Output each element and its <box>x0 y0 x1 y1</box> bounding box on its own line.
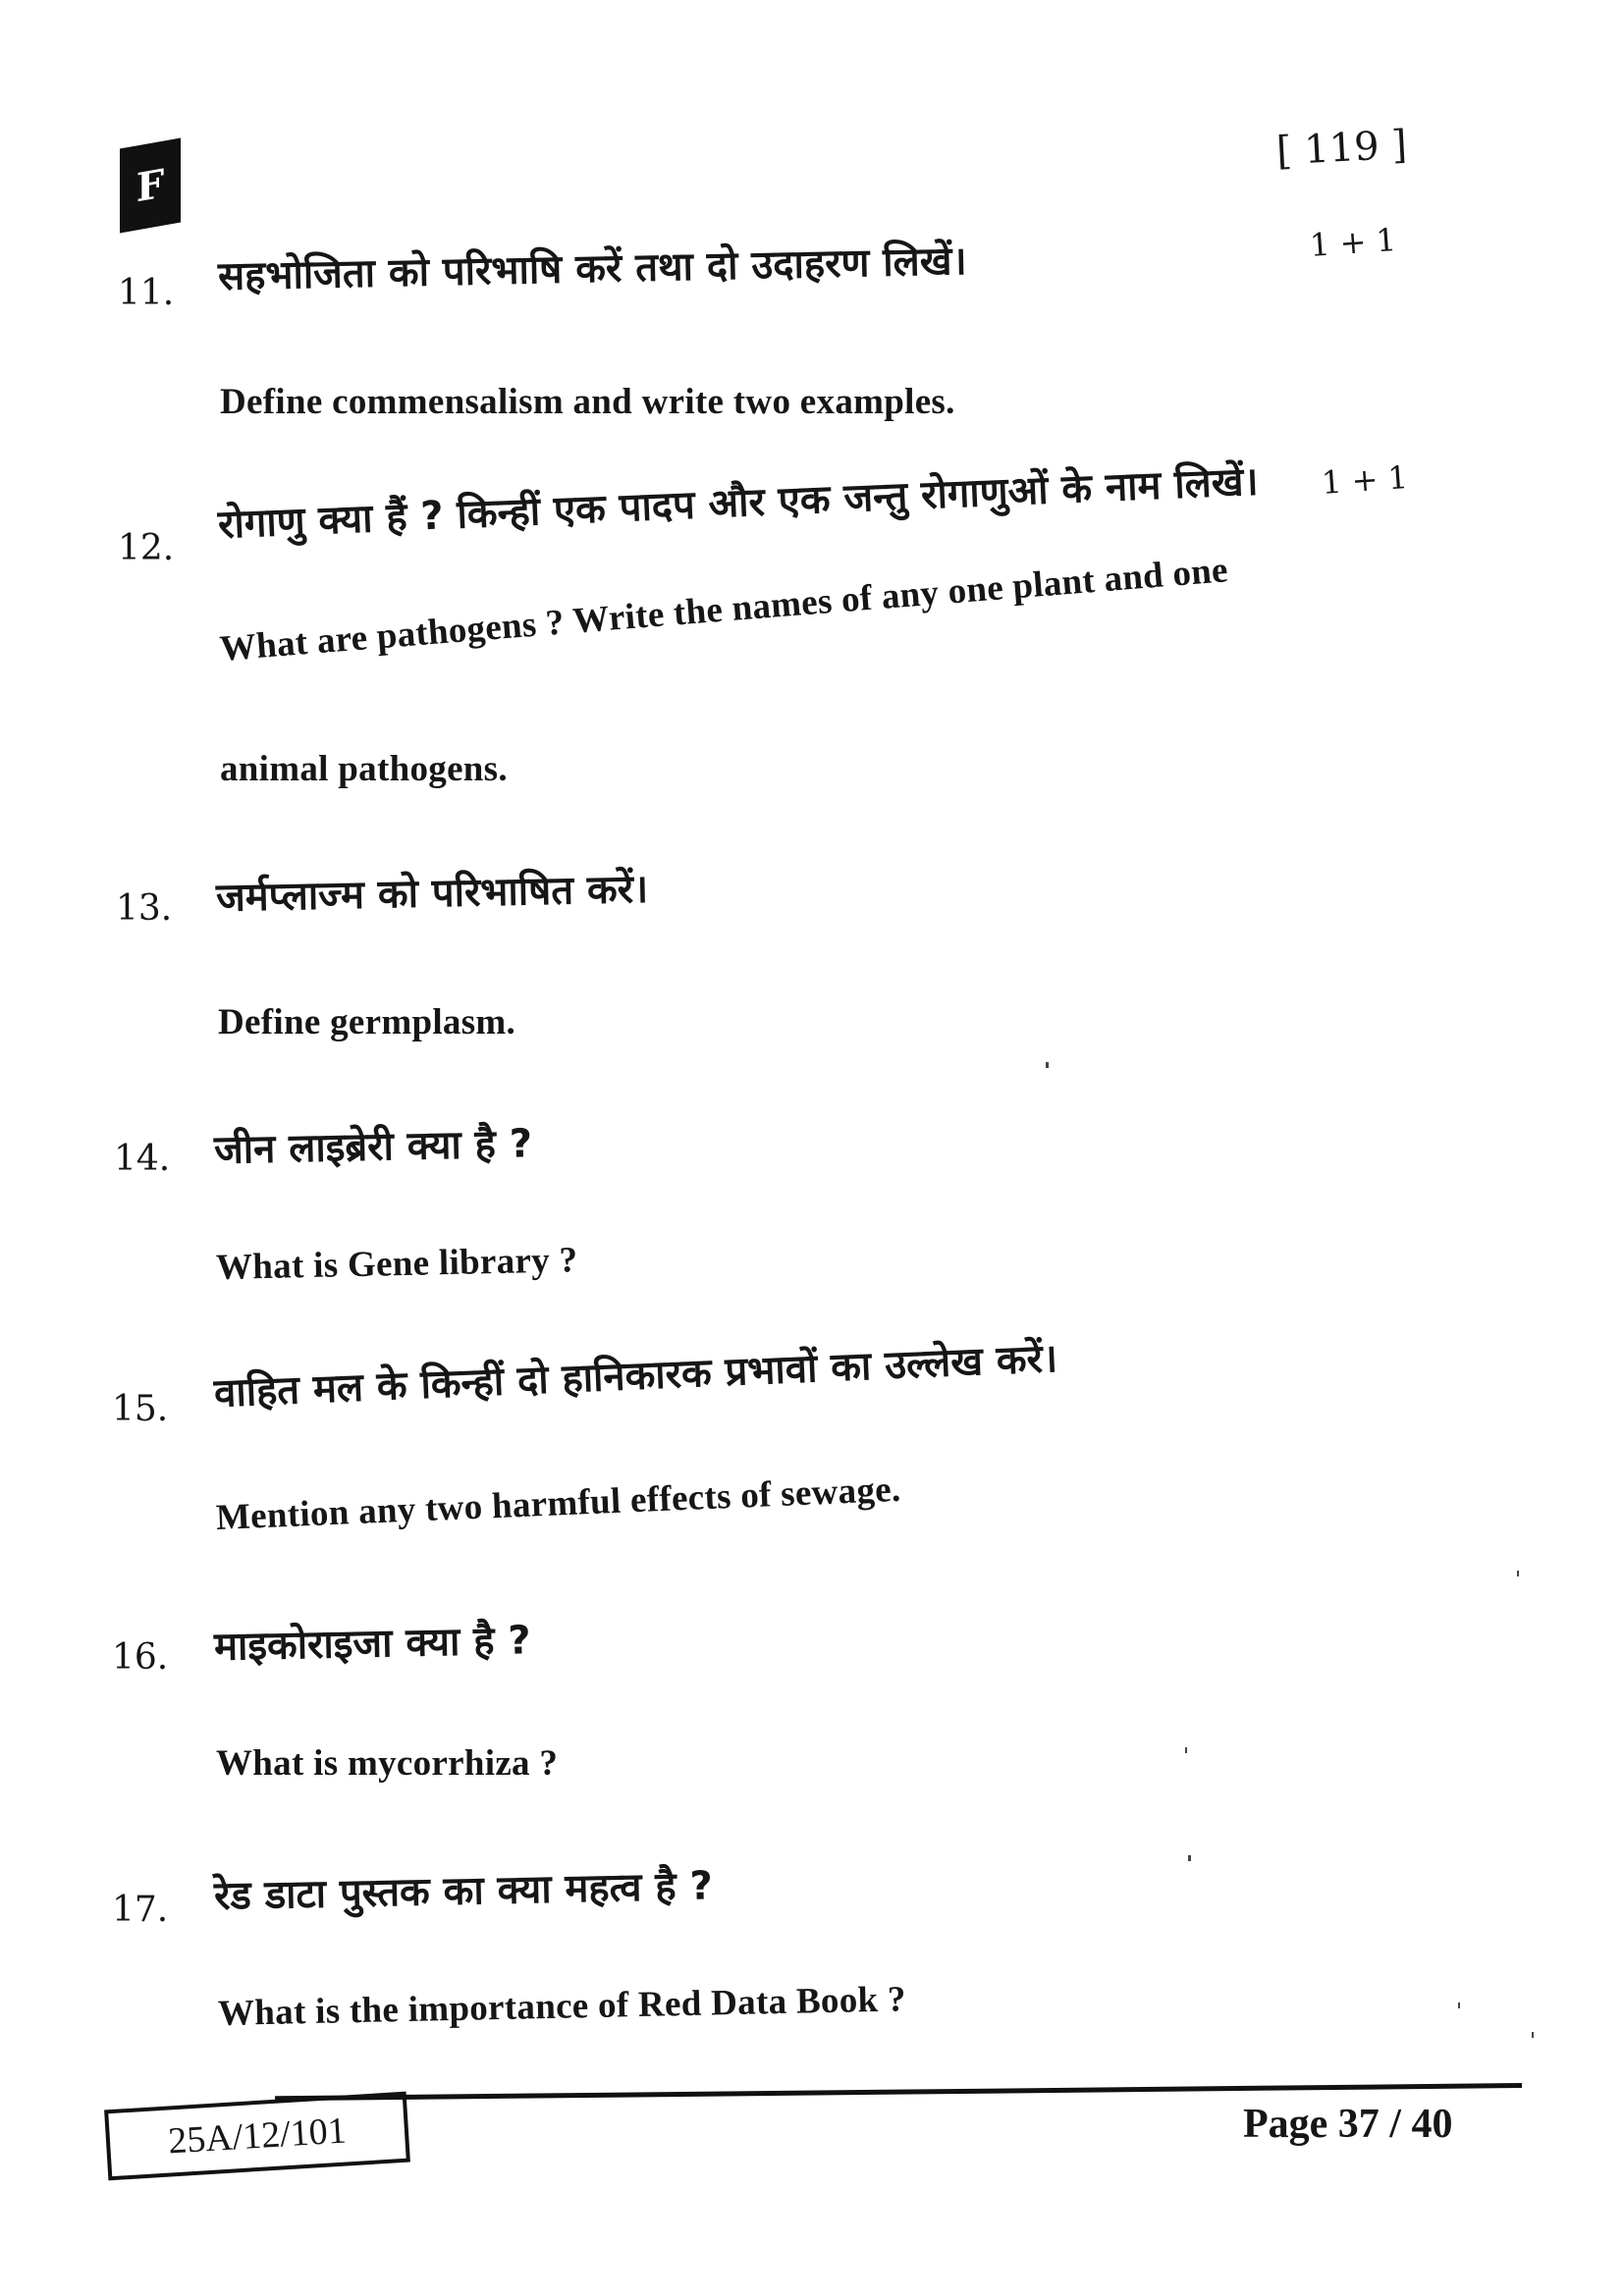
set-label: F <box>135 159 165 212</box>
question-english: What is mycorrhiza ? <box>216 1743 559 1784</box>
scan-speck <box>1532 2032 1534 2038</box>
question-number: 17. <box>112 1890 169 1930</box>
question-hindi: वाहित मल के किन्हीं दो हानिकारक प्रभावों का उल्लेख करें। <box>213 1336 1058 1416</box>
question-hindi: जर्मप्लाज्म को परिभाषित करें। <box>215 866 649 921</box>
scan-speck <box>1517 1571 1519 1576</box>
paper-code: 25A/12/101 <box>167 2109 348 2163</box>
question-hindi: रेड डाटा पुस्तक का क्या महत्व है ? <box>213 1863 714 1919</box>
question-marks: 1 + 1 <box>1320 457 1410 503</box>
question-hindi: जीन लाइब्रेरी क्या है ? <box>213 1121 533 1173</box>
question-hindi: सहभोजिता को परिभाषि करें तथा दो उदाहरण लिखें। <box>217 239 968 299</box>
question-english: What are pathogens ? Write the names of any one plant and one <box>218 550 1230 669</box>
scan-speck <box>1046 1062 1049 1068</box>
paper-code-box <box>104 2092 410 2181</box>
question-hindi: माइकोराइजा क्या है ? <box>213 1618 532 1670</box>
scan-speck <box>1185 1747 1187 1753</box>
question-english: What is Gene library ? <box>215 1240 578 1288</box>
question-number: 12. <box>118 528 175 568</box>
question-english: What is the importance of Red Data Book ? <box>217 1979 907 2034</box>
question-hindi: रोगाणु क्या हैं ? किन्हीं एक पादप और एक जन्तु रोगाणुओं के नाम लिखें। <box>217 458 1260 548</box>
question-english: animal pathogens. <box>220 749 508 789</box>
set-label-badge <box>120 138 181 234</box>
question-number: 11. <box>118 273 175 313</box>
question-english: Define commensalism and write two examples. <box>220 382 955 422</box>
footer-rule <box>275 2083 1522 2101</box>
question-number: 16. <box>112 1637 169 1678</box>
question-number: 13. <box>116 888 173 929</box>
scan-speck <box>1188 1855 1191 1861</box>
page-indicator: Page 37 / 40 <box>1243 2102 1453 2147</box>
scan-speck <box>1458 2002 1460 2008</box>
question-marks: 1 + 1 <box>1308 220 1398 265</box>
page-bracket-number: [ 119 ] <box>1274 122 1409 175</box>
question-english: Mention any two harmful effects of sewage. <box>215 1468 902 1538</box>
question-english: Define germplasm. <box>218 1002 516 1042</box>
question-number: 15. <box>112 1389 169 1429</box>
question-number: 14. <box>114 1139 171 1179</box>
